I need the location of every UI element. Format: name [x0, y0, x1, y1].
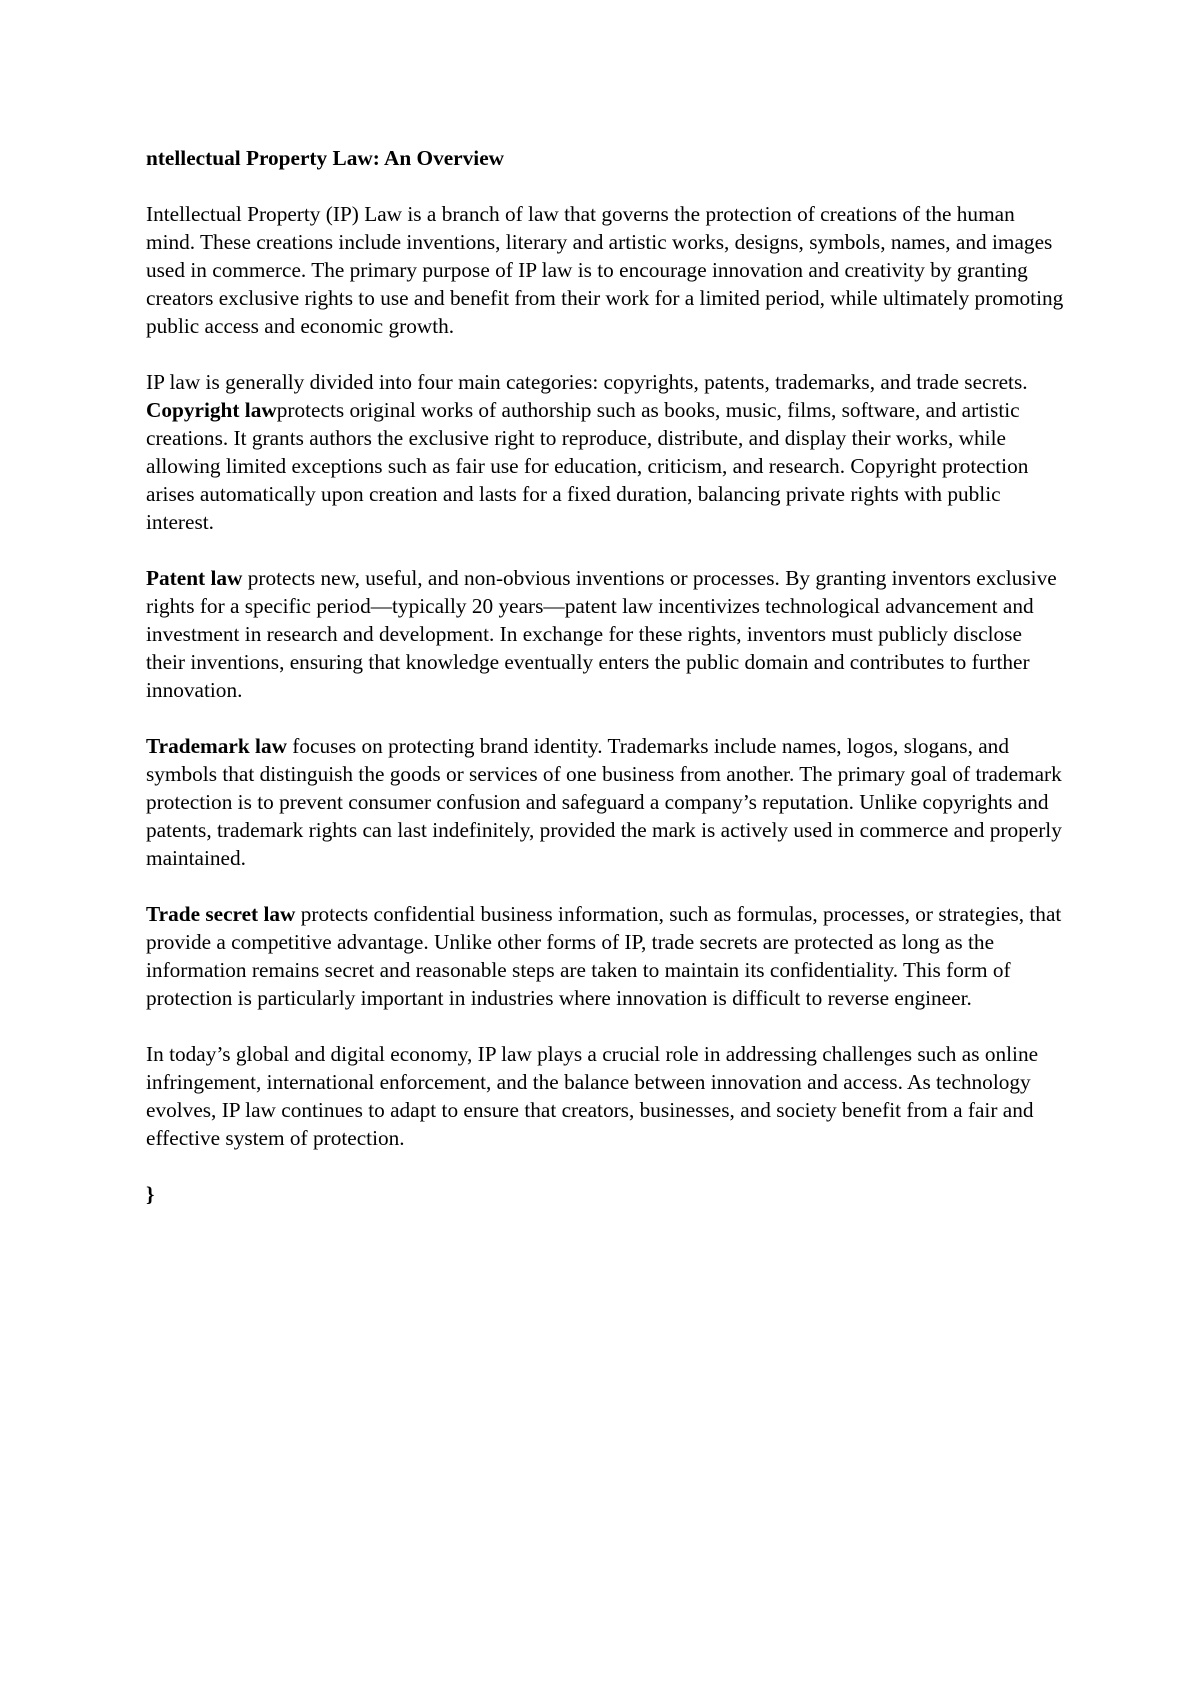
intro-paragraph: Intellectual Property (IP) Law is a branch of law that governs the protection of creations of the human mind. These creations include inventions, literary and artistic works, designs, symbols, names, and images used in commerce. The primary purpose of IP law is to encourage innovation and creativity by granting creators exclusive rights to use and benefit from their work for a limited period, while ultimately promoting public access and economic growth.: [146, 202, 1064, 338]
trade-secret-paragraph: [146, 900, 1066, 1012]
trademark-term: Trademark law: [146, 734, 287, 758]
trademark-paragraph: [146, 732, 1066, 872]
copyright-term: Copyright law: [146, 398, 277, 422]
trademark-text: focuses on protecting brand identity. Trademarks include names, logos, slogans, and symbols that distinguish the goods or services of one business from another. The primary goal of trademark protection is to prevent consumer confusion and safeguard a company’s reputation. Unlike copyrights and patents, trademark rights can last indefinitely, provided the mark is actively used in commerce and properly maintained.: [146, 734, 1062, 870]
conclusion-paragraph: In today’s global and digital economy, IP law plays a crucial role in addressing challenges such as online infringement, international enforcement, and the balance between innovation and access. As technology evolves, IP law continues to adapt to ensure that creators, businesses, and society benefit from a fair and effective system of protection.: [146, 1042, 1039, 1150]
document-body: [146, 144, 1066, 1208]
patent-text: protects new, useful, and non-obvious inventions or processes. By granting inventors exclusive rights for a specific period—typically 20 years—patent law incentivizes technological advancement and investment in research and development. In exchange for these rights, inventors must publicly disclose their inventions, ensuring that knowledge eventually enters the public domain and contributes to further innovation.: [146, 566, 1057, 702]
trade-secret-text: protects confidential business information, such as formulas, processes, or strategies, that provide a competitive advantage. Unlike other forms of IP, trade secrets are protected as long as the information remains secret and reasonable steps are taken to maintain its confidentiality. This form of protection is particularly important in industries where innovation is difficult to reverse engineer.: [146, 902, 1062, 1010]
categories-lead-text: IP law is generally divided into four main categories: copyrights, patents, trademarks, and trade secrets.: [146, 370, 1028, 394]
categories-paragraph: [146, 368, 1066, 536]
document-title: ntellectual Property Law: An Overview: [146, 146, 505, 170]
patent-paragraph: [146, 564, 1066, 704]
patent-term: Patent law: [146, 566, 243, 590]
trade-secret-term: Trade secret law: [146, 902, 296, 926]
closing-brace: }: [146, 1182, 155, 1206]
copyright-text: protects original works of authorship such as books, music, films, software, and artistic creations. It grants authors the exclusive right to reproduce, distribute, and display their works, while allowing limited exceptions such as fair use for education, criticism, and research. Copyright protection arises automatically upon creation and lasts for a fixed duration, balancing private rights with public interest.: [146, 398, 1029, 534]
